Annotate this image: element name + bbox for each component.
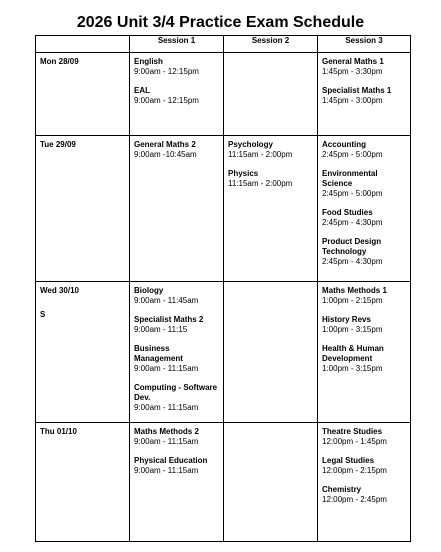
header-session-3: Session 3 [318, 36, 411, 53]
exam-time: 12:00pm - 2:45pm [322, 495, 387, 504]
exam-time: 9:00am - 11:15 [134, 325, 188, 334]
exam-time: 11:15am - 2:00pm [228, 179, 293, 188]
exam-time: 9:00am - 11:15am [134, 403, 199, 412]
exam-time: 2:45pm - 5:00pm [322, 189, 383, 198]
exam-subject: Health & Human Development [322, 344, 384, 363]
exam-subject: Accounting [322, 140, 366, 149]
header-session-2: Session 2 [224, 36, 318, 53]
exam-entry [134, 140, 219, 160]
exam-subject: Physics [228, 169, 259, 178]
session-2-cell [224, 423, 318, 542]
session-3-cell [318, 423, 411, 542]
exam-schedule-table [35, 35, 411, 542]
exam-subject: Chemistry [322, 485, 362, 494]
exam-entry [322, 456, 406, 476]
exam-time: 1:00pm - 3:15pm [322, 325, 383, 334]
day-cell [36, 136, 130, 282]
exam-subject: Psychology [228, 140, 273, 149]
session-2-cell [224, 53, 318, 136]
exam-entry [322, 344, 406, 374]
exam-time: 1:45pm - 3:00pm [322, 96, 383, 105]
exam-subject: Product Design Technology [322, 237, 382, 256]
exam-subject: EAL [134, 86, 150, 95]
session-1-cell [130, 282, 224, 423]
exam-entry [322, 427, 406, 447]
day-cell [36, 53, 130, 136]
exam-time: 2:45pm - 5:00pm [322, 150, 383, 159]
exam-time: 12:00pm - 1:45pm [322, 437, 387, 446]
exam-time: 1:00pm - 2:15pm [322, 296, 383, 305]
exam-time: 9:00am - 12:15pm [134, 67, 199, 76]
exam-entry [322, 315, 406, 335]
exam-subject: Maths Methods 2 [134, 427, 199, 436]
exam-entry [322, 57, 406, 77]
day-label: Mon 28/09 [40, 57, 79, 66]
day-note: S [40, 310, 46, 319]
table-row [36, 423, 411, 542]
session-3-cell [318, 282, 411, 423]
exam-entry [134, 383, 219, 413]
exam-subject: Maths Methods 1 [322, 286, 387, 295]
exam-entry [322, 86, 406, 106]
exam-subject: General Maths 2 [134, 140, 196, 149]
session-3-cell [318, 136, 411, 282]
day-label: Tue 29/09 [40, 140, 76, 149]
session-3-cell [318, 53, 411, 136]
exam-time: 1:00pm - 3:15pm [322, 364, 383, 373]
exam-subject: Specialist Maths 2 [134, 315, 204, 324]
exam-entry [134, 456, 219, 476]
session-1-cell [130, 136, 224, 282]
exam-time: 9:00am - 11:15am [134, 437, 199, 446]
day-cell [36, 423, 130, 542]
exam-subject: History Revs [322, 315, 371, 324]
exam-time: 9:00am - 11:15am [134, 364, 199, 373]
exam-entry [134, 86, 219, 106]
exam-subject: English [134, 57, 163, 66]
exam-time: 12:00pm - 2:15pm [322, 466, 387, 475]
exam-subject: Environmental Science [322, 169, 378, 188]
session-1-cell [130, 423, 224, 542]
exam-entry [322, 208, 406, 228]
exam-time: 11:15am - 2:00pm [228, 150, 293, 159]
exam-time: 2:45pm - 4:30pm [322, 257, 383, 266]
exam-time: 1:45pm - 3:30pm [322, 67, 383, 76]
exam-entry [134, 427, 219, 447]
header-row [36, 36, 411, 53]
table-row [36, 53, 411, 136]
exam-entry [228, 169, 313, 189]
exam-entry [134, 57, 219, 77]
exam-subject: Physical Education [134, 456, 208, 465]
exam-entry [322, 237, 406, 267]
exam-time: 9:00am - 11:15am [134, 466, 199, 475]
header-session-1: Session 1 [130, 36, 224, 53]
day-label: Wed 30/10 [40, 286, 79, 295]
exam-subject: Food Studies [322, 208, 373, 217]
exam-subject: Specialist Maths 1 [322, 86, 392, 95]
exam-subject: Computing - Software Dev. [134, 383, 218, 402]
session-1-cell [130, 53, 224, 136]
exam-time: 9:00am - 11:45am [134, 296, 199, 305]
exam-subject: Business Management [134, 344, 183, 363]
exam-subject: Theatre Studies [322, 427, 383, 436]
exam-entry [228, 140, 313, 160]
session-2-cell [224, 136, 318, 282]
exam-subject: Legal Studies [322, 456, 375, 465]
page-title: 2026 Unit 3/4 Practice Exam Schedule [76, 14, 365, 31]
exam-entry [134, 315, 219, 335]
exam-time: 9:00am -10:45am [134, 150, 197, 159]
day-cell [36, 282, 130, 423]
exam-time: 9:00am - 12:15pm [134, 96, 199, 105]
exam-entry [134, 286, 219, 306]
table-row [36, 136, 411, 282]
exam-entry [322, 485, 406, 505]
table-row [36, 282, 411, 423]
exam-entry [322, 140, 406, 160]
exam-subject: General Maths 1 [322, 57, 384, 66]
exam-subject: Biology [134, 286, 164, 295]
exam-time: 2:45pm - 4:30pm [322, 218, 383, 227]
exam-entry [134, 344, 219, 374]
exam-entry [322, 169, 406, 199]
header-day [36, 36, 130, 53]
session-2-cell [224, 282, 318, 423]
exam-entry [322, 286, 406, 306]
day-label: Thu 01/10 [40, 427, 77, 436]
